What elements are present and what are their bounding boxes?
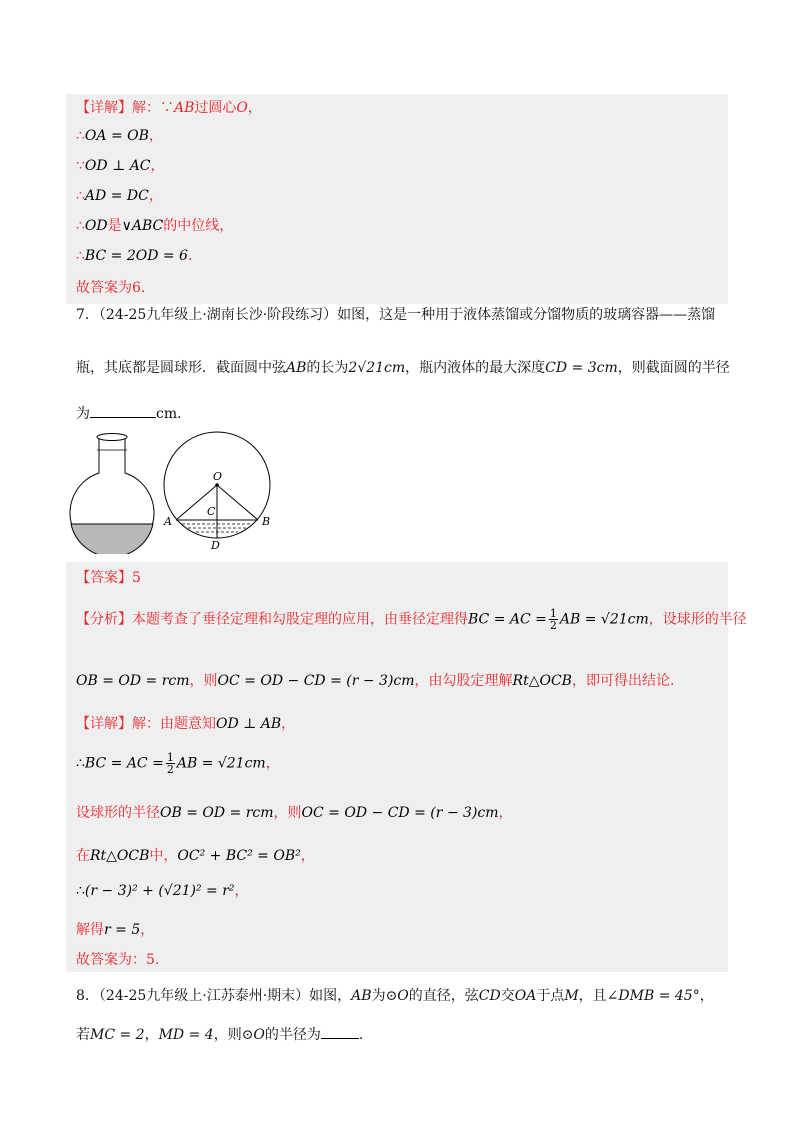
label-d: D xyxy=(211,539,220,552)
q8-question-line-1: 8．（24-25九年级上·江苏泰州·期末）如图，AB为⊙O的直径，弦CD交OA于点M，且∠DMB = 45°， xyxy=(76,988,714,1004)
q6-detail-line-1: 【详解】解：∵AB过圆心O， xyxy=(76,100,262,116)
q7-detail-line-6: 解得r = 5， xyxy=(76,922,155,938)
label-b: B xyxy=(262,515,271,528)
q7-detail-line-2: ∴BC = AC = $\frac{1}{2}$ AB = √21cm， xyxy=(76,751,280,776)
circle-figure xyxy=(160,428,280,556)
label-c: C xyxy=(207,505,216,518)
q7-final-answer: 故答案为：5. xyxy=(76,952,160,968)
q7-detail-line-1: 【详解】解：由题意知OD ⊥ AB， xyxy=(76,716,296,732)
q6-detail-line-2: ∴OA = OB， xyxy=(76,128,163,144)
q7-detail-line-5: ∴(r − 3)² + (√21)² = r²， xyxy=(76,883,249,899)
q6-detail-line-4: ∴AD = DC， xyxy=(76,188,163,204)
q7-detail-line-4: 在Rt△OCB中，OC² + BC² = OB²， xyxy=(76,848,315,864)
q6-detail-line-5: ∴OD是∨ABC的中位线， xyxy=(76,218,234,234)
q8-question-line-2: 若MC = 2，MD = 4，则⊙O的半径为 . xyxy=(76,1024,363,1045)
label-a: A xyxy=(164,515,172,528)
q6-detail-line-6: ∴BC = 2OD = 6. xyxy=(76,248,193,264)
q8-answer-blank[interactable] xyxy=(321,1024,359,1039)
q6-final-answer: 故答案为6. xyxy=(76,280,146,296)
q7-analysis-line-1: 【分析】本题考查了垂径定理和勾股定理的应用，由垂径定理得BC = AC = $\frac{1}{2}$ AB = √21cm，设球形的半径 xyxy=(76,607,747,632)
q7-detail-line-3: 设球形的半径OB = OD = rcm，则OC = OD − CD = (r − 3)cm， xyxy=(76,805,513,821)
q7-question-line-2: 瓶，其底都是圆球形．截面圆中弦AB的长为2√21cm，瓶内液体的最大深度CD = 3cm，则截面圆的半径 xyxy=(76,360,730,376)
q6-solution-box xyxy=(66,94,728,304)
q7-question-line-3: 为 cm． xyxy=(76,403,191,424)
q7-analysis-line-2: OB = OD = rcm，则OC = OD − CD = (r − 3)cm，由勾股定理解Rt△OCB，即可得出结论. xyxy=(76,673,675,689)
q7-answer: 【答案】5 xyxy=(76,570,141,586)
q7-question-line-1: 7．（24-25九年级上·湖南长沙·阶段练习）如图，这是一种用于液体蒸馏或分馏物质的玻璃容器——蒸馏 xyxy=(76,307,716,323)
q6-detail-line-3: ∵OD ⊥ AC， xyxy=(76,158,165,174)
label-o: O xyxy=(213,470,223,483)
q7-answer-blank[interactable] xyxy=(90,403,156,418)
flask-figure xyxy=(66,428,162,554)
